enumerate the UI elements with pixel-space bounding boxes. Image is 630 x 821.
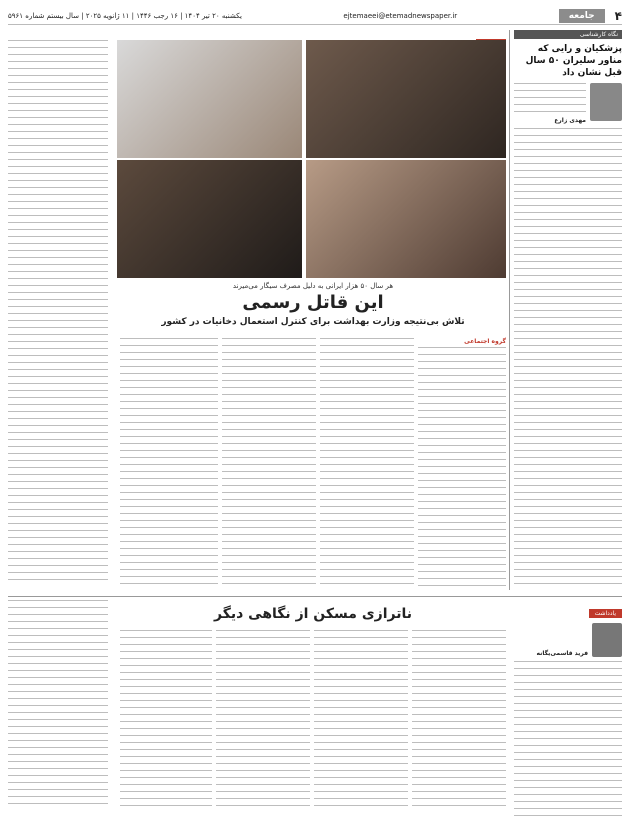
housing-col-4 bbox=[120, 630, 212, 810]
health-col-4 bbox=[120, 338, 218, 586]
actress-photo bbox=[306, 160, 506, 278]
housing-col-1 bbox=[412, 630, 506, 810]
housing-col-2 bbox=[314, 630, 408, 810]
sidebar-intro-text bbox=[514, 83, 586, 117]
housing-headline: ناترازی مسکن از نگاهی دیگر bbox=[214, 606, 412, 622]
health-col-1-text bbox=[418, 347, 506, 587]
housing-headline-wrap bbox=[120, 606, 506, 622]
housing-author: فرید قاسمی‌یگانه bbox=[536, 650, 588, 657]
health-col-3 bbox=[222, 338, 316, 586]
header-email[interactable]: ejtemaeei@etemadnewspaper.ir bbox=[343, 12, 458, 20]
housing-author-photo bbox=[592, 623, 622, 657]
housing-tag: یادداشت bbox=[589, 609, 622, 618]
sidebar-tag: نگاه کارشناسی bbox=[514, 30, 622, 39]
health-col-2 bbox=[320, 338, 414, 586]
housing-col-3 bbox=[216, 630, 310, 810]
section-label: جامعه bbox=[559, 9, 605, 23]
sidebar-body-text bbox=[514, 128, 622, 588]
sidebar-author: مهدی زارع bbox=[554, 117, 586, 124]
actor-photo-3 bbox=[117, 160, 302, 278]
actor-photo-1 bbox=[306, 40, 506, 158]
header-date: یکشنبه ۲۰ تیر ۱۴۰۴ | ۱۶ رجب ۱۴۴۶ | ۱۱ ژانویه ۲۰۲۵ | سال بیستم شماره ۵۹۶۱ bbox=[8, 12, 242, 20]
housing-left-column bbox=[8, 600, 108, 810]
health-byline: گروه اجتماعی bbox=[464, 338, 506, 345]
health-headline: این قاتل رسمی bbox=[242, 292, 384, 313]
author-photo bbox=[590, 83, 622, 121]
actor-photo-2 bbox=[117, 40, 302, 158]
page-number: ۴ bbox=[614, 9, 622, 23]
health-headline-block bbox=[120, 282, 506, 327]
health-left-column bbox=[8, 40, 108, 580]
health-kicker: هر سال ۵۰ هزار ایرانی به دلیل مصرف سیگار می‌میرند bbox=[232, 282, 394, 290]
sidebar-headline: پزشکیان و رایی که مناور سلیران ۵۰ سال قبل نشان داد bbox=[525, 44, 622, 78]
health-subhead: تلاش بی‌نتیجه وزارت بهداشت برای کنترل استعمال دخانیات در کشور bbox=[161, 317, 465, 327]
housing-sidebar-text bbox=[514, 661, 622, 821]
page-header bbox=[8, 8, 622, 25]
health-col-1 bbox=[418, 338, 506, 587]
housing-sidebar bbox=[514, 600, 622, 821]
sidebar-column bbox=[514, 30, 622, 590]
